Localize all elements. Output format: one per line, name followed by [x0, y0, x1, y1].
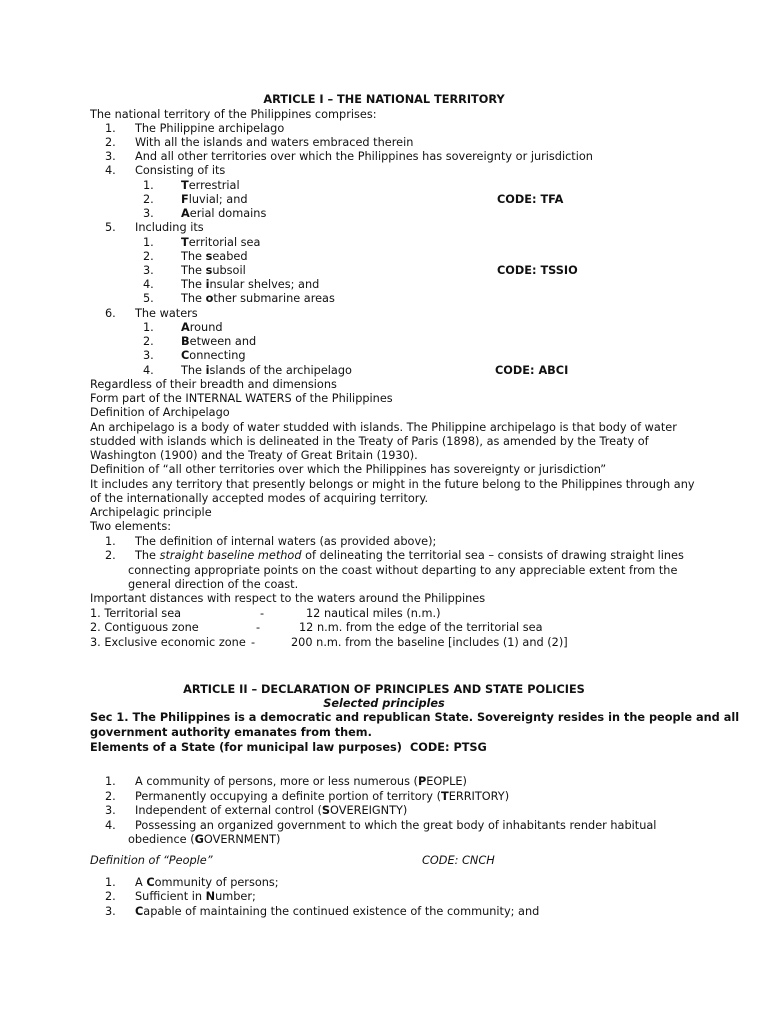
article-2-subtitle: Selected principles: [323, 697, 445, 710]
list-item-number: 1.: [105, 876, 116, 889]
list-item-number: 4.: [105, 819, 116, 832]
list-item-continuation: general direction of the coast.: [128, 578, 299, 591]
list-item: Capable of maintaining the continued existence of the community; and: [135, 905, 540, 918]
distance-label: 2. Contiguous zone: [90, 621, 199, 634]
distance-label: 3. Exclusive economic zone: [90, 636, 246, 649]
list-item: Permanently occupying a definite portion of territory (TERRITORY): [135, 790, 510, 803]
paragraph: of the internationally accepted modes of acquiring territory.: [90, 492, 429, 505]
list-item-number: 5.: [105, 221, 116, 234]
list-item-number: 3.: [105, 905, 116, 918]
sub-item: The islands of the archipelago: [181, 364, 352, 377]
section-heading: Definition of “all other territories over which the Philippines has sovereignty or jurisdiction”: [90, 463, 607, 476]
sub-item: Fluvial; and: [181, 193, 248, 206]
paragraph: Regardless of their breadth and dimensions: [90, 378, 337, 391]
sub-item-number: 5.: [143, 292, 154, 305]
code-tfa: CODE: TFA: [497, 193, 564, 206]
sub-item: Around: [181, 321, 223, 334]
section-heading: Definition of Archipelago: [90, 406, 230, 419]
distance-dash: -: [256, 621, 261, 634]
sub-item-number: 1.: [143, 236, 154, 249]
list-item-number: 2.: [105, 890, 116, 903]
sub-item-number: 3.: [143, 264, 154, 277]
section-heading: Elements of a State (for municipal law purposes): [90, 741, 402, 754]
paragraph: An archipelago is a body of water studded with islands. The Philippine archipelago is that body of water: [90, 421, 677, 434]
sub-item: The seabed: [181, 250, 248, 263]
sec-1-text: Sec 1. The Philippines is a democratic and republican State. Sovereignty resides in the people and all: [90, 711, 740, 724]
sub-item-number: 4.: [143, 364, 154, 377]
code-tssio: CODE: TSSIO: [497, 264, 578, 277]
sub-item-number: 2.: [143, 250, 154, 263]
section-heading: Important distances with respect to the waters around the Philippines: [90, 592, 486, 605]
paragraph: studded with islands which is delineated in the Treaty of Paris (1898), as amended by the Treaty of: [90, 435, 649, 448]
sub-item: Territorial sea: [181, 236, 261, 249]
sec-1-text: government authority emanates from them.: [90, 726, 372, 739]
list-item: A community of persons, more or less numerous (PEOPLE): [135, 775, 467, 788]
list-item: The straight baseline method of delineating the territorial sea – consists of drawing straight lines: [135, 549, 684, 562]
list-item-continuation: connecting appropriate points on the coast without departing to any appreciable extent from the: [128, 564, 678, 577]
code-cnch: CODE: CNCH: [422, 854, 495, 867]
list-item: Consisting of its: [135, 164, 226, 177]
distance-dash: -: [260, 607, 265, 620]
paragraph: Form part of the INTERNAL WATERS of the Philippines: [90, 392, 393, 405]
sub-item-number: 1.: [143, 179, 154, 192]
distance-value: 12 n.m. from the edge of the territorial sea: [299, 621, 543, 634]
article-2-title: ARTICLE II – DECLARATION OF PRINCIPLES AND STATE POLICIES: [183, 683, 585, 696]
paragraph: Two elements:: [90, 520, 172, 533]
code-ptsg: CODE: PTSG: [410, 741, 487, 754]
list-item: The waters: [135, 307, 198, 320]
sub-item-number: 3.: [143, 207, 154, 220]
sub-item-number: 1.: [143, 321, 154, 334]
list-item: The Philippine archipelago: [135, 122, 285, 135]
sub-item-number: 2.: [143, 193, 154, 206]
code-abci: CODE: ABCI: [495, 364, 569, 377]
list-item-number: 1.: [105, 122, 116, 135]
sub-item: Between and: [181, 335, 257, 348]
distance-dash: -: [251, 636, 256, 649]
distance-value: 12 nautical miles (n.m.): [306, 607, 441, 620]
list-item: The definition of internal waters (as provided above);: [135, 535, 437, 548]
paragraph: It includes any territory that presently belongs or might in the future belong to the Philippines through any: [90, 478, 695, 491]
article-1-title: ARTICLE I – THE NATIONAL TERRITORY: [263, 93, 505, 106]
list-item: And all other territories over which the Philippines has sovereignty or jurisdiction: [135, 150, 593, 163]
distance-label: 1. Territorial sea: [90, 607, 182, 620]
list-item: A Community of persons;: [135, 876, 279, 889]
list-item-continuation: obedience (GOVERNMENT): [128, 833, 281, 846]
article-1-intro: The national territory of the Philippines comprises:: [90, 108, 377, 121]
list-item-number: 3.: [105, 804, 116, 817]
list-item-number: 2.: [105, 790, 116, 803]
list-item-number: 3.: [105, 150, 116, 163]
list-item-number: 1.: [105, 535, 116, 548]
sub-item: Terrestrial: [181, 179, 240, 192]
section-heading: Archipelagic principle: [90, 506, 212, 519]
list-item: With all the islands and waters embraced therein: [135, 136, 414, 149]
list-item-number: 2.: [105, 549, 116, 562]
sub-item: The insular shelves; and: [181, 278, 320, 291]
sub-item-number: 4.: [143, 278, 154, 291]
sub-item: The other submarine areas: [181, 292, 335, 305]
distance-value: 200 n.m. from the baseline [includes (1) and (2)]: [291, 636, 568, 649]
sub-item: Aerial domains: [181, 207, 267, 220]
list-item-number: 4.: [105, 164, 116, 177]
list-item: Independent of external control (SOVEREIGNTY): [135, 804, 408, 817]
list-item-number: 2.: [105, 136, 116, 149]
sub-item: The subsoil: [181, 264, 246, 277]
sub-item-number: 2.: [143, 335, 154, 348]
list-item-number: 1.: [105, 775, 116, 788]
sub-item-number: 3.: [143, 349, 154, 362]
list-item: Possessing an organized government to which the great body of inhabitants render habitual: [135, 819, 657, 832]
list-item: Including its: [135, 221, 204, 234]
sub-item: Connecting: [181, 349, 246, 362]
paragraph: Washington (1900) and the Treaty of Great Britain (1930).: [90, 449, 418, 462]
section-heading: Definition of “People”: [90, 854, 213, 867]
list-item-number: 6.: [105, 307, 116, 320]
list-item: Sufficient in Number;: [135, 890, 256, 903]
